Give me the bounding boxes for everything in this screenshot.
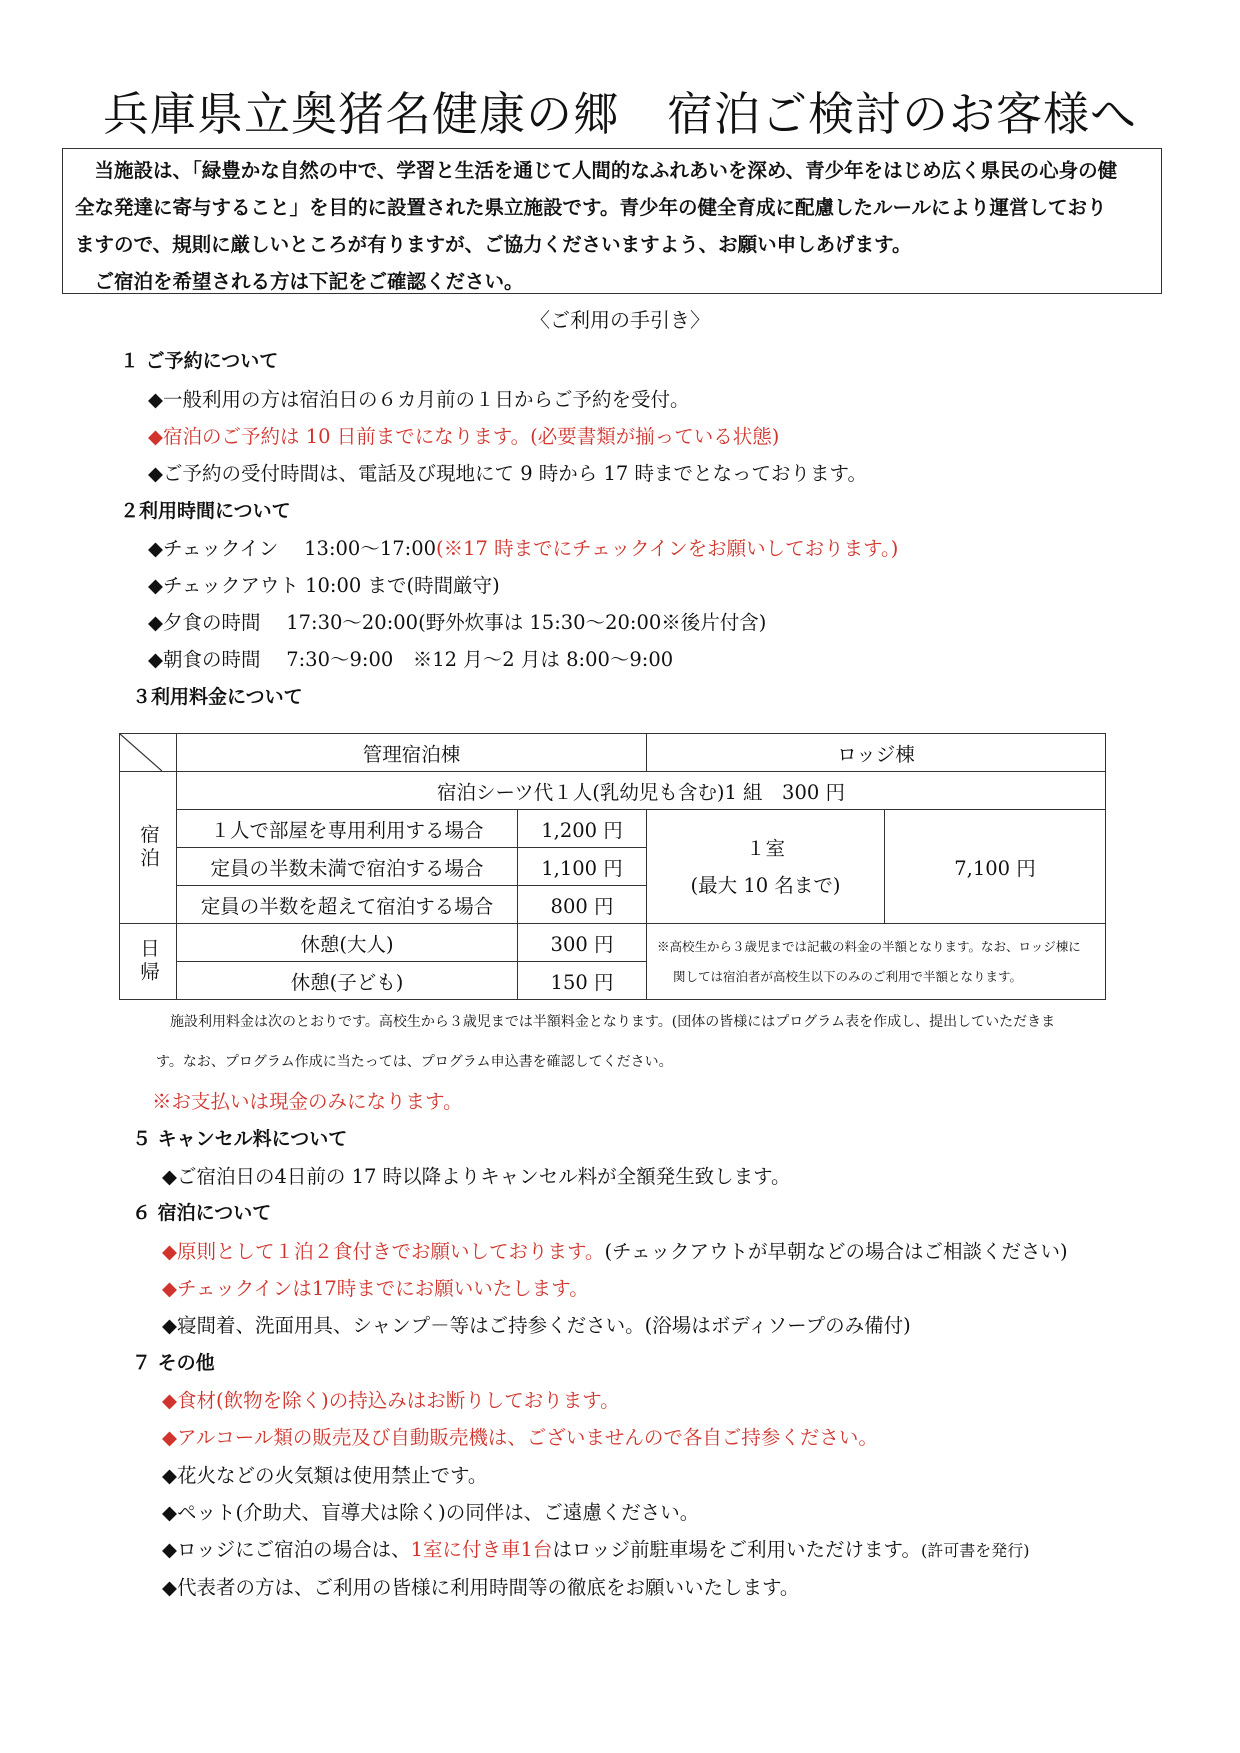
list-item: ◆宿泊のご予約は 10 日前までになります。(必要書類が揃っている状態) xyxy=(148,425,780,448)
table-corner-cell xyxy=(120,734,177,772)
list-item xyxy=(148,533,898,561)
header-lodge: ロッジ棟 xyxy=(647,734,1106,772)
lodge-parking-c: (許可書を発行) xyxy=(921,1541,1030,1560)
section-heading-cancel: ５ キャンセル料について xyxy=(132,1128,348,1150)
section-heading-other: ７ その他 xyxy=(132,1352,215,1374)
fee-table xyxy=(119,733,1106,1000)
discount-note-line: ※高校生から３歳児までは記載の料金の半額となります。なお、ロッジ棟に xyxy=(657,938,1081,954)
section-heading-fees: ３利用料金について xyxy=(132,686,303,708)
intro-line: ますので、規則に厳しいところが有りますが、ご協力くださいますよう、お願い申しあげます。 xyxy=(75,233,912,256)
table-row-price: 150 円 xyxy=(518,962,647,1000)
table-row-label: １人で部屋を専用利用する場合 xyxy=(177,810,518,848)
list-item: ◆朝食の時間 7:30～9:00 ※12 月～2 月は 8:00～9:00 xyxy=(148,648,674,671)
page-title: 兵庫県立奥猪名健康の郷 宿泊ご検討のお客様へ xyxy=(103,87,1137,141)
list-item: ◆チェックインは17時までにお願いいたします。 xyxy=(162,1277,589,1300)
list-item: ◆代表者の方は、ご利用の皆様に利用時間等の徹底をお願いいたします。 xyxy=(162,1576,800,1599)
discount-note xyxy=(647,924,1106,1000)
stay-label: 宿泊 xyxy=(120,772,177,924)
table-row-label: 休憩(大人) xyxy=(177,924,518,962)
list-item: ◆食材(飲物を除く)の持込みはお断りしております。 xyxy=(162,1389,620,1412)
checkin-note: (※17 時までにチェックインをお願いしております。) xyxy=(436,537,899,560)
table-row-label: 定員の半数未満で宿泊する場合 xyxy=(177,848,518,886)
intro-line: 全な発達に寄与すること」を目的に設置された県立施設です。青少年の健全育成に配慮したルールにより運営しており xyxy=(75,196,1107,219)
list-item xyxy=(162,1236,1068,1264)
list-item: ◆アルコール類の販売及び自動販売機は、ございませんので各自ご持参ください。 xyxy=(162,1426,878,1449)
section-heading-reservation: １ ご予約について xyxy=(120,350,279,372)
lodge-max: (最大 10 名まで) xyxy=(690,873,841,897)
list-item: ◆夕食の時間 17:30～20:00(野外炊事は 15:30～20:00※後片付含) xyxy=(148,611,767,634)
intro-line: 当施設は、「緑豊かな自然の中で、学習と生活を通じて人間的なふれあいを深め、青少年をはじめ広く県民の心身の健 xyxy=(75,159,1118,182)
cash-only-note: ※お支払いは現金のみになります。 xyxy=(152,1090,463,1113)
table-row-label: 休憩(子ども) xyxy=(177,962,518,1000)
intro-line: ご宿泊を希望される方は下記をご確認ください。 xyxy=(75,270,524,293)
table-row-price: 1,200 円 xyxy=(518,810,647,848)
intro-box xyxy=(62,148,1162,294)
checkin-time: ◆チェックイン 13:00～17:00 xyxy=(148,537,437,560)
list-item: ◆一般利用の方は宿泊日の６カ月前の１日からご予約を受付。 xyxy=(148,388,690,411)
table-row-label: 定員の半数を超えて宿泊する場合 xyxy=(177,886,518,924)
sheets-fee: 宿泊シーツ代１人(乳幼児も含む)1 組 300 円 xyxy=(177,772,1106,810)
section-heading-stay: ６ 宿泊について xyxy=(132,1202,272,1224)
list-item: ◆花火などの火気類は使用禁止です。 xyxy=(162,1464,488,1487)
list-item: ◆ご予約の受付時間は、電話及び現地にて 9 時から 17 時までとなっております。 xyxy=(148,462,867,485)
table-row-price: 800 円 xyxy=(518,886,647,924)
list-item: ◆チェックアウト 10:00 まで(時間厳守) xyxy=(148,574,500,597)
lodge-parking-b: はロッジ前駐車場をご利用いただけます。 xyxy=(552,1538,921,1561)
list-item: ◆ご宿泊日の4日前の 17 時以降よりキャンセル料が全額発生致します。 xyxy=(162,1165,791,1188)
meal-plan-rest: (チェックアウトが早朝などの場合はご相談ください) xyxy=(604,1240,1068,1263)
list-item: ◆寝間着、洗面用具、シャンプ－等はご持参ください。(浴場はボディソープのみ備付) xyxy=(162,1314,911,1337)
discount-note-line: 関しては宿泊者が高校生以下のみのご利用で半額となります。 xyxy=(673,968,1023,984)
header-kanri: 管理宿泊棟 xyxy=(177,734,647,772)
table-row-price: 1,100 円 xyxy=(518,848,647,886)
lodge-room-cell xyxy=(647,810,885,924)
guide-subtitle: 〈ご利用の手引き〉 xyxy=(530,308,710,332)
lodge-parking-red: 1室に付き車1台 xyxy=(410,1538,553,1561)
lodge-room: １室 xyxy=(745,836,785,860)
diagonal-line xyxy=(120,734,162,771)
lodge-parking-a: ◆ロッジにご宿泊の場合は、 xyxy=(162,1538,411,1561)
section-heading-hours: ２利用時間について xyxy=(120,500,291,522)
list-item xyxy=(162,1534,1030,1562)
table-row-price: 300 円 xyxy=(518,924,647,962)
lodge-price: 7,100 円 xyxy=(885,810,1106,924)
fee-footnote: す。なお、プログラム作成に当たっては、プログラム申込書を確認してください。 xyxy=(156,1054,673,1070)
list-item: ◆ペット(介助犬、盲導犬は除く)の同伴は、ご遠慮ください。 xyxy=(162,1501,700,1524)
day-label: 日帰 xyxy=(120,924,177,1000)
meal-plan-note: ◆原則として１泊２食付きでお願いしております。 xyxy=(162,1240,605,1263)
fee-footnote: 施設利用料金は次のとおりです。高校生から３歳児までは半額料金となります。(団体の皆様にはプログラム表を作成し、提出していただきま xyxy=(170,1014,1056,1030)
